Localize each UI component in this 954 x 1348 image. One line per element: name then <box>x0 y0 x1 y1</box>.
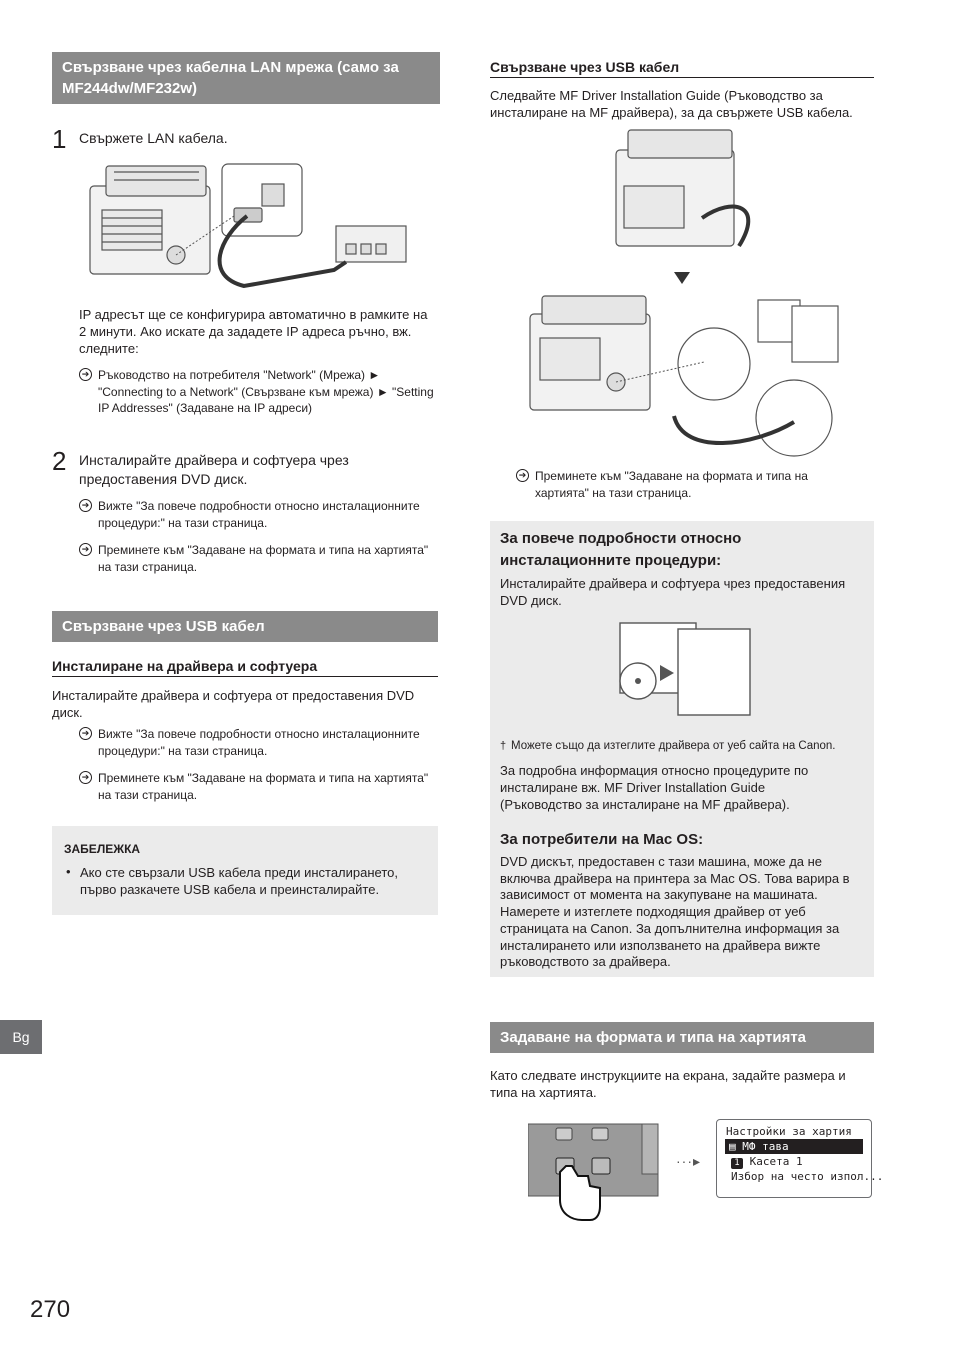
step-2-text: Инсталирайте драйвера и софтуера чрез предоставения DVD диск. <box>79 452 349 487</box>
mac-text: DVD дискът, предоставен с тази машина, може да не включва драйвера на принтера за Mac OS. Това варира в зависимост от момента на закупуване на машината. Намерете и изтеглете подходящия драйвер от уеб страницата на Canon. За допълнителна информация за инсталирането или използването на драйвера вижте ръководството за драйвера. <box>500 854 850 970</box>
note-text: Ако сте свързали USB кабела преди инсталирането, първо разкачете USB кабела и преинсталирайте. <box>80 865 398 897</box>
cassette-badge: 1 <box>731 1158 743 1169</box>
details-title: За повече подробности относно инсталационните процедури: <box>500 530 742 569</box>
mac-title: За потребители на Mac OS: <box>500 831 704 848</box>
note-title: ЗАБЕЛЕЖКА <box>64 842 141 856</box>
arrow-right-icon: ➔ <box>79 368 92 381</box>
dotted-arrow: ···▸ <box>676 1153 702 1169</box>
note-bullet: • <box>66 864 71 879</box>
step-2-reference-1: ➔ Вижте "За повече подробности относно инсталационните процедури:" на тази страница. <box>79 498 438 531</box>
step-1-number: 1 <box>52 124 67 154</box>
step-2-reference-2: ➔ Преминете към "Задаване на формата и типа на хартията" на тази страница. <box>79 542 438 575</box>
arrow-right-icon: ➔ <box>79 543 92 556</box>
language-tab: Bg <box>0 1020 42 1054</box>
details-text: Инсталирайте драйвера и софтуера чрез предоставения DVD диск. <box>500 576 846 608</box>
lcd-item-cassette[interactable]: 1 Касета 1 <box>717 1154 871 1169</box>
arrow-right-icon: ➔ <box>79 727 92 740</box>
paper-section-text: Като следвате инструкциите на екрана, задайте размера и типа на хартията. <box>490 1068 846 1100</box>
arrow-right-icon: ➔ <box>79 771 92 784</box>
lcd-screen <box>716 1119 884 1198</box>
arrow-right-icon: ➔ <box>516 469 529 482</box>
arrow-right-icon: ➔ <box>79 499 92 512</box>
step-2-number: 2 <box>52 446 67 476</box>
lan-section-title: Свързване чрез кабелна LAN мрежа (само за MF244dw/MF232w) <box>52 52 440 104</box>
details-box <box>490 521 874 977</box>
lcd-title: Настройки за хартия <box>726 1125 852 1138</box>
usb-connect-subheading: Свързване чрез USB кабел <box>490 59 874 78</box>
lan-cable-illustration <box>84 158 414 304</box>
usb-reference-1: ➔ Вижте "За повече подробности относно инсталационните процедури:" на тази страница. <box>79 726 438 759</box>
footnote-text: Можете също да изтеглите драйвера от уеб сайта на Canon. <box>511 740 836 752</box>
computer-dvd-illustration <box>616 619 756 719</box>
step-1-reference: ➔ Ръководство на потребителя "Network" (Мрежа) ► "Connecting to a Network" (Свързване към мрежа) ► "Setting IP Addresses" (Задаване на IP адреси) <box>79 367 438 417</box>
lcd-item-mp-tray[interactable]: ▤ МФ тава <box>725 1139 863 1154</box>
install-driver-text: Инсталирайте драйвера и софтуера от предоставения DVD диск. <box>52 688 415 720</box>
step-1-text: Свържете LAN кабела. <box>79 130 228 146</box>
usb-connect-reference: ➔ Преминете към "Задаване на формата и типа на хартията" на тази страница. <box>516 468 865 501</box>
usb-section-title: Свързване чрез USB кабел <box>52 611 438 642</box>
paper-section-title: Задаване на формата и типа на хартията <box>490 1022 874 1053</box>
install-driver-subheading: Инсталиране на драйвера и софтуера <box>52 658 438 677</box>
usb-cable-illustration <box>524 126 844 460</box>
control-panel-illustration <box>528 1122 662 1222</box>
footnote-mark: † <box>500 740 507 752</box>
tray-icon: ▤ <box>729 1140 743 1153</box>
usb-connect-text: Следвайте MF Driver Installation Guide (Ръководство за инсталиране на MF драйвера), за да свържете USB кабела. <box>490 88 853 120</box>
page-number: 270 <box>30 1296 71 1323</box>
details-text-2: За подробна информация относно процедурите по инсталиране вж. MF Driver Installation Guide (Ръководство за инсталиране на MF драйвера). <box>500 763 809 812</box>
lcd-item-frequent[interactable]: Избор на често изпол... <box>731 1170 884 1183</box>
usb-reference-2: ➔ Преминете към "Задаване на формата и типа на хартията" на тази страница. <box>79 770 438 803</box>
note-box <box>52 826 438 915</box>
step-1-note: IP адресът ще се конфигурира автоматично в рамките на 2 минути. Ако искате да зададете IP адреса ръчно, вж. следните: <box>79 307 428 356</box>
